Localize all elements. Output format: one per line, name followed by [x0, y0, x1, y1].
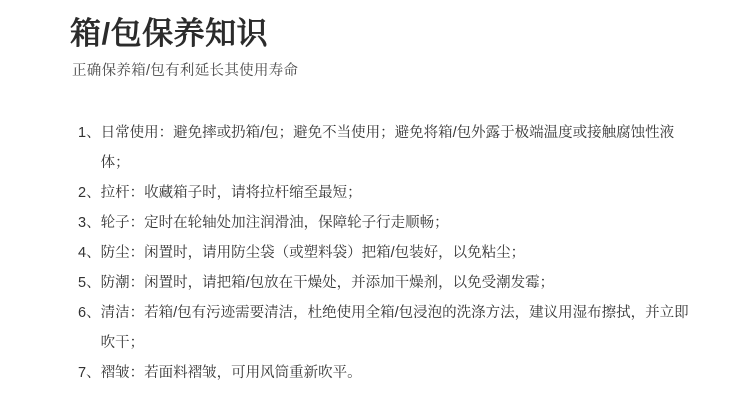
list-item-text: 日常使用：避免摔或扔箱/包；避免不当使用；避免将箱/包外露于极端温度或接触腐蚀性液体；: [100, 125, 675, 171]
list-item-text: 轮子：定时在轮轴处加注润滑油，保障轮子行走顺畅；: [100, 215, 449, 231]
list-item-index: 3、: [78, 215, 101, 231]
page-subtitle: 正确保养箱/包有利延长其使用寿命: [72, 63, 299, 79]
list-item-text: 褶皱：若面料褶皱，可用风筒重新吹平。: [100, 365, 362, 381]
list-item-text: 拉杆：收藏箱子时，请将拉杆缩至最短；: [100, 185, 362, 201]
list-item: [78, 208, 698, 238]
list-item-index: 6、: [78, 305, 101, 321]
list-item: [78, 178, 698, 208]
list-item-index: 2、: [78, 185, 101, 201]
list-item-text: 防潮：闲置时，请把箱/包放在干燥处，并添加干燥剂，以免受潮发霉；: [100, 275, 555, 291]
list-item: [78, 118, 698, 178]
list-item-text: 防尘：闲置时，请用防尘袋（或塑料袋）把箱/包装好，以免粘尘；: [100, 245, 526, 261]
list-item: [78, 238, 698, 268]
list-item: [78, 358, 698, 388]
list-item-index: 5、: [78, 275, 101, 291]
list-item-index: 1、: [78, 125, 101, 141]
page-title: 箱/包保养知识: [70, 16, 269, 51]
page-header: [0, 0, 750, 82]
list-item-text: 清洁：若箱/包有污迹需要清洁，杜绝使用全箱/包浸泡的洗涤方法，建议用湿布擦拭，并立即吹干；: [100, 305, 689, 351]
list-item: [78, 298, 698, 358]
list-item: [78, 268, 698, 298]
tips-list: [0, 118, 750, 388]
list-item-index: 7、: [78, 365, 101, 381]
list-item-index: 4、: [78, 245, 101, 261]
